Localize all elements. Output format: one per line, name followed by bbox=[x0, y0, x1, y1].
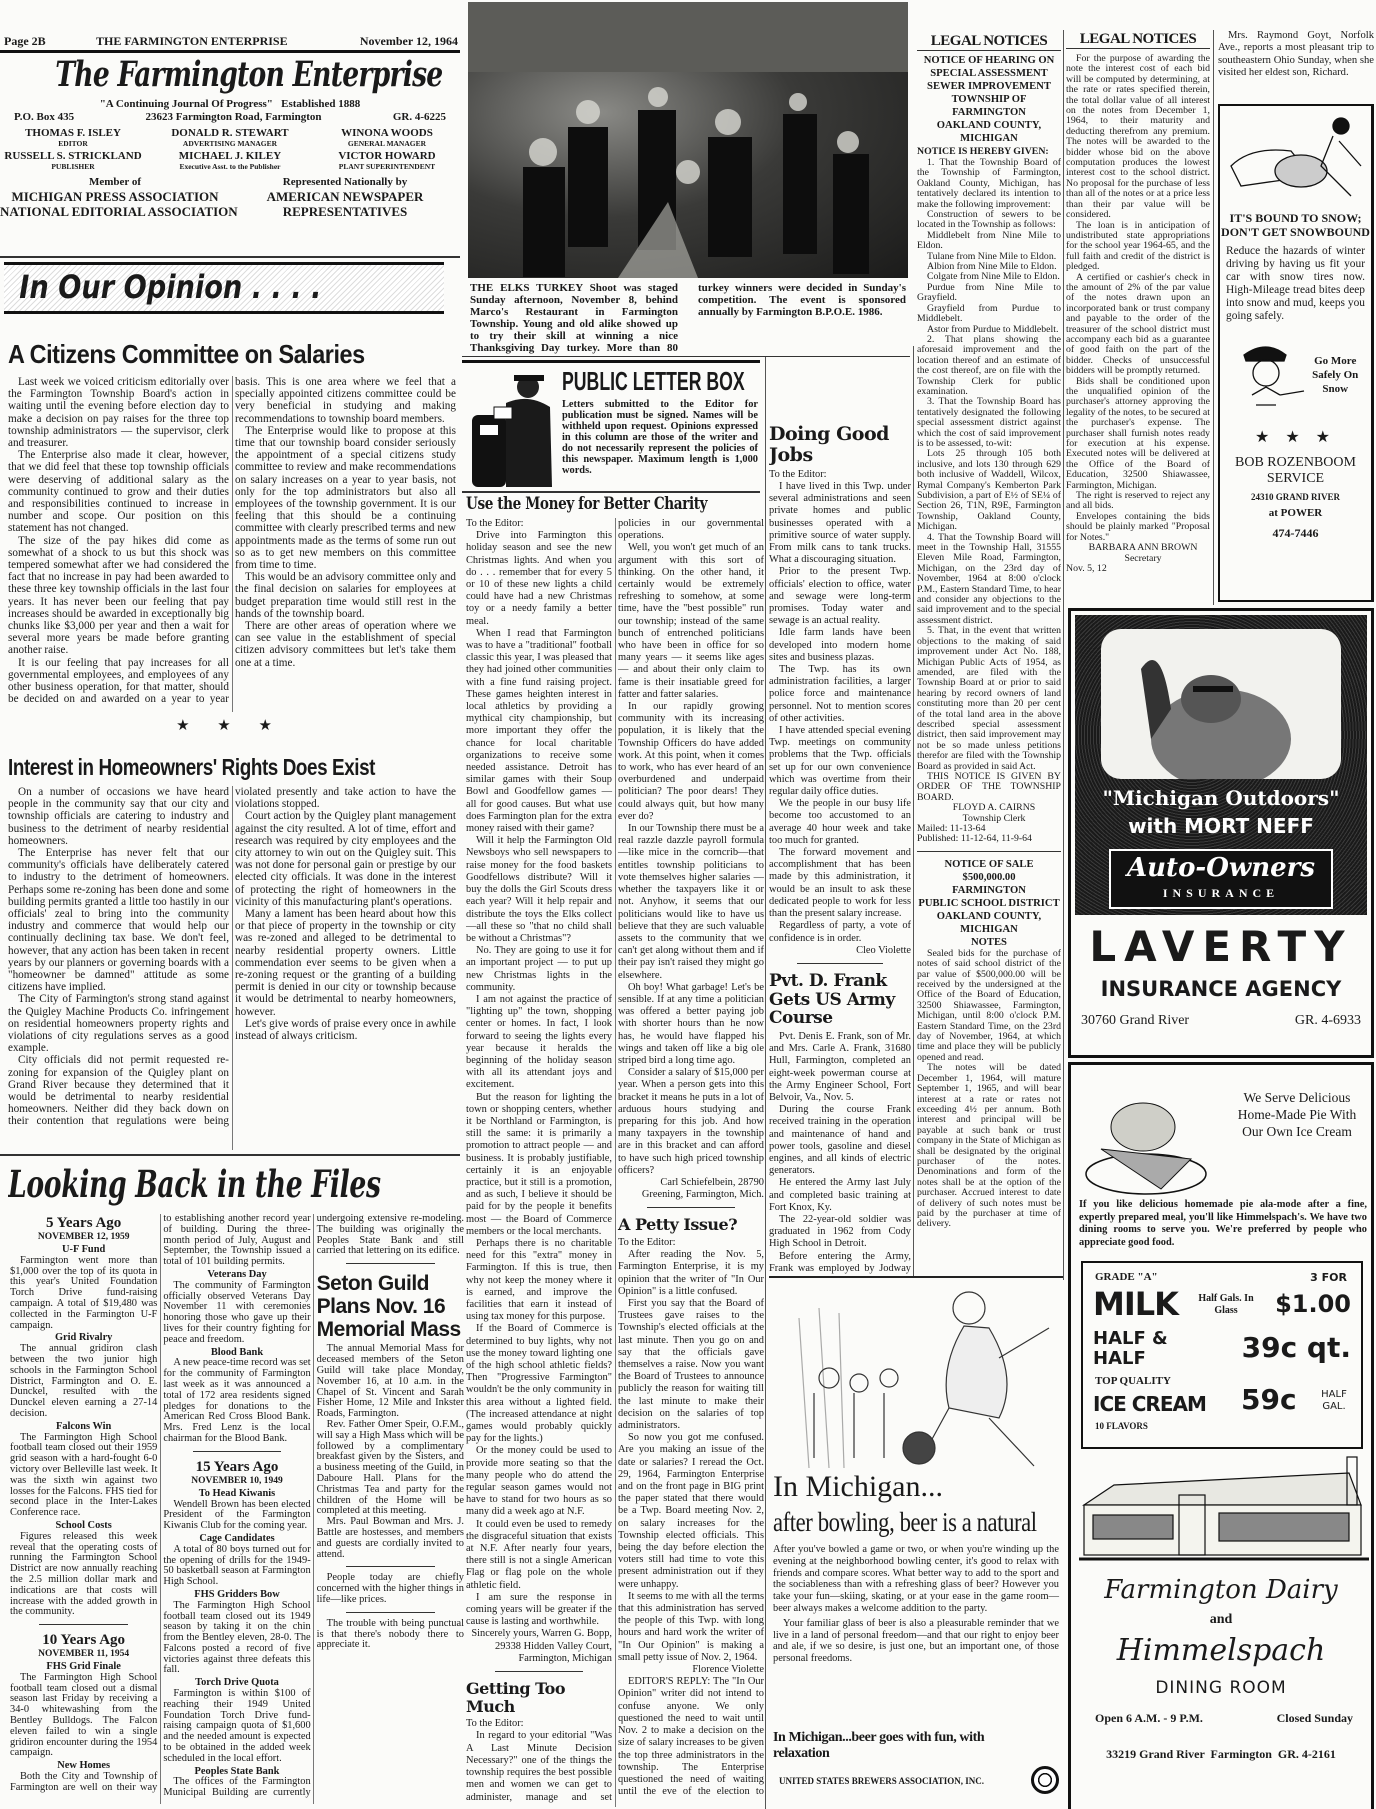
paragraph: But the reason for lighting the town or shopping centers, whether it be Northland or Farmington, is still the same: it is primarily a promotion to attract people — and business. It is probably justifiable, certainly it is an enjoyable practice, but it still is a promotion, and as such, I believe it should be paid for by the people it benefits most — the Board of Commerce members or the local merchants. bbox=[466, 1091, 612, 1237]
letter-headline: Use the Money for Better Charity bbox=[466, 494, 708, 514]
rozenboom-service: SERVICE bbox=[1266, 471, 1325, 486]
filler: The trouble with being punctual is that there's nobody there to appreciate it. bbox=[316, 1617, 464, 1651]
letter-box-title: PUBLIC LETTER BOX bbox=[562, 366, 745, 396]
paragraph: No. They are going to use it for an important project — to put up new Christmas lights in the community. bbox=[466, 945, 612, 993]
item-subhead: FHS Gridders Bow bbox=[194, 1588, 280, 1600]
divider bbox=[495, 1671, 583, 1672]
editorial-body bbox=[8, 786, 456, 1150]
paragraph: Before entering the Army, Frank was employed by Jodway bbox=[769, 1250, 911, 1274]
notice-title: TOWNSHIP OF FARMINGTON bbox=[951, 94, 1027, 118]
item-subhead: Grid Rivalry bbox=[54, 1332, 113, 1344]
paragraph: 2. That plans showing the aforesaid improvement and the location thereof and an estimate of the cost thereof, are on file with the Township Clerk for public examination. bbox=[917, 333, 1061, 397]
notice-mailed: Mailed: 11-13-64 bbox=[917, 823, 986, 834]
snow-headline-1: IT'S BOUND TO SNOW; bbox=[1229, 211, 1362, 225]
paragraph: The right is reserved to reject any and all bids. bbox=[1066, 490, 1210, 512]
notice-signer: BARBARA ANN BROWN bbox=[1088, 542, 1198, 554]
paragraph: Drive into Farmington this holiday season and see the new Christmas lights. And when you do . . . remember that for every 5 or 10 of these new lights a child could have had a new Christmas toy or a needy family a better meal. bbox=[466, 530, 612, 627]
legal-notice-column bbox=[1066, 54, 1210, 599]
paragraph: I am sure the response in coming years will be greater if the cause is lasting and worthwhile. bbox=[466, 1591, 612, 1628]
good-jobs-column bbox=[769, 360, 911, 1275]
milk-price: $1.00 bbox=[1275, 1290, 1351, 1318]
notice-title: OAKLAND COUNTY, bbox=[936, 120, 1042, 131]
paragraph: Lots 25 through 105 both inclusive, and lots 130 through 629 both inclusive of Waddell, Wilcox, Rymal Company's Kemberton Park Subdivision, a part of E½ of SE¼ of Section 26, T1N, R9E, Farmington Township, Oakland County, Michigan. bbox=[917, 448, 1061, 533]
snow-copy: Reduce the hazards of winter driving by having us fit your car with snow tires now. High-Mileage tread bites deep into snow and mud, keeps you going safely. bbox=[1226, 245, 1365, 322]
phone: GR. 4-6225 bbox=[392, 111, 446, 123]
paragraph: Last week we voiced criticism editorially over the Farmington Township Board's action in waiting until the evening before election day to make a decision on pay raises for the three top township administrators — the supervisor, clerk and treasurer. bbox=[8, 376, 229, 450]
himmelspach-copy: If you like delicious homemade pie ala-mode after a fine, expertly prepared meal, you'll like Himmelspach's. We have two dining rooms to serve you. We're preferred by people who appreciate good food. bbox=[1079, 1199, 1367, 1248]
paragraph: I am not against the practice of "lighting up" the town, shopping center or homes. In fact, I look forward to seeing the lights every year because it heralds the beginning of the holiday season with all its attendant joys and excitement. bbox=[466, 993, 612, 1091]
rep-label: Represented Nationally by bbox=[282, 176, 408, 188]
paragraph: Idle farm lands have been developed into modern home sites and business plazas. bbox=[769, 627, 911, 663]
photo-caption: THE ELKS TURKEY Shoot was staged Sunday afternoon, November 8, behind Marco's Restaurant in Farmington Township. Young and old alike showed up to try their skill at winning a nice Thanksgiving Day turkey. More than 80 turkey winners were decided in Sunday's competition. The event is sponsored annually by Farmington B.P.O.E. 1986. bbox=[470, 282, 906, 354]
motto: "A Continuing Journal Of Progress" bbox=[99, 98, 273, 110]
article-headline: Seton Guild Plans Nov. 16 Memorial Mass bbox=[316, 1272, 461, 1342]
notice-title: SEWER IMPROVEMENT bbox=[927, 81, 1051, 92]
himmelspach-address: 33219 Grand River Farmington GR. 4-2161 bbox=[1106, 1747, 1336, 1761]
mort-neff-tagline: with MORT NEFF bbox=[1128, 814, 1314, 838]
michigan-outdoors-tagline: "Michigan Outdoors" bbox=[1102, 786, 1340, 810]
paragraph: The loan is in anticipation of undistributed state appropriations for the school year 1964-65, and the full faith and credit of the district is pledged. bbox=[1066, 219, 1210, 273]
opinion-banner bbox=[4, 262, 444, 314]
staff-entry: THOMAS F. ISLEY EDITOR bbox=[25, 127, 121, 148]
hours: Open 6 A.M. - 9 P.M. bbox=[1095, 1711, 1203, 1725]
staff-entry: WINONA WOODS GENERAL MANAGER bbox=[341, 127, 433, 148]
legal-notices-header: LEGAL NOTICES bbox=[917, 33, 1061, 51]
paragraph: The Enterprise has never felt that our community's officials have deliberately catered to industry to the detriment of homeowners. Perhaps some re-zoning has been done and some building permits granted a little too hastily in our officials' zeal to bring into the community industry and commerce that would help our continually declining tax base. We don't feel, however, that any action has been taken in recent years by our planners or governing boards with a "homeowner be damned" attitude as some citizens have implied. bbox=[8, 847, 229, 994]
masthead bbox=[0, 54, 460, 254]
editorial-body bbox=[8, 376, 456, 712]
filler: People today are chiefly concerned with the higher things in life—like prices. bbox=[316, 1572, 464, 1605]
item-subhead: Peoples State Bank bbox=[194, 1765, 280, 1777]
item-subhead: Torch Drive Quota bbox=[195, 1677, 279, 1689]
milk-label: MILK bbox=[1093, 1285, 1178, 1323]
paragraph: 1. That the Township Board of the Township of Farmington, Oakland County, Michigan, has tentatively declared its intention to make the following improvement: bbox=[917, 157, 1061, 210]
paragraph: It seems to me with all the terms that this administration has served the people of this Twp. with long hours and hard work the writer of "In Our Opinion" is making a small petty issue of Nov. 2, 1964. bbox=[618, 1590, 764, 1663]
divider bbox=[346, 1566, 434, 1567]
paragraph: The Twp. has its own administration facilities, a larger police force and maintenance personnel. Not to mention scores of other activities. bbox=[769, 664, 911, 724]
notice-title: NOTES bbox=[971, 936, 1007, 948]
paragraph: Colgate from Nine Mile to Eldon. bbox=[927, 271, 1060, 283]
signature: Sincerely yours, Warren G. Bopp, 29338 Hidden Valley Court, Farmington, Michigan bbox=[471, 1628, 612, 1664]
paragraph: Or the money could be used to provide more seating so that the many people who do attend the regular season games would not have to stand for two hours as so many did a week ago at N.F. bbox=[466, 1445, 612, 1518]
item-text: Farmington is within $100 of reaching their 1949 United Foundation Torch Drive fund-raising campaign quota of $1,600 and the needed amount is expected to be obtained in the added week scheduled in the local effort. bbox=[163, 1688, 311, 1764]
paragraph: Perhaps there is no charitable need for this "extra" money in Farmington. If this is true, then why not keep the money where it is earned, and improve the facilities that earn it instead of using tax money for this purpose. bbox=[466, 1237, 612, 1323]
paragraph: Pvt. Denis E. Frank, son of Mr. and Mrs. Carle A. Frank, 31680 Hull, Farmington, completed an eight-week powerman course at the Army Engineer School, Fort Belvoir, Va., Nov. 5. bbox=[769, 1030, 911, 1103]
paragraph: When I read that Farmington was to have a "traditional" football classic this year, I was pleased that they had joined other communities with a fine fund raising project. These games heighten interest in local athletics by providing a mythical city championship, but more important they offer the chance for local charitable organizations to receive some needed assistance. Detroit has similar games with their Soup Bowl and Goodfellow games — all for good causes. But what use does Farmington plan for the extra money raised with their game? bbox=[466, 627, 612, 835]
staff-entry: RUSSELL S. STRICKLAND PUBLISHER bbox=[4, 150, 142, 171]
paragraph: Grayfield from Purdue to Middlebelt. bbox=[917, 302, 1061, 325]
laverty-agency: INSURANCE AGENCY bbox=[1100, 977, 1342, 1001]
dining-room-label: DINING ROOM bbox=[1155, 1678, 1287, 1698]
item-text: Figures released this week reveal that the operating costs of running the Farmington School District are now annually reaching the 2.5 million dollar mark and indications are that costs will increase with the added growth in the community. bbox=[10, 1530, 158, 1618]
paragraph: Bids shall be conditioned upon the unqualified opinion of the purchaser's attorney approving the legality of the notes, to be secured at the purchaser's expense. The purchaser shall furnish notes ready for execution at his expense. Executed notes will be delivered at the Office of the Board of Education, 32500 Shiawassee, Farmington, Michigan. bbox=[1066, 375, 1210, 491]
paragraph: During the course Frank received training in the operation and maintenance of hand and power tools, gasoline and diesel engines, and all kinds of electric generators. bbox=[769, 1104, 911, 1177]
rep-name-2: REPRESENTATIVES bbox=[282, 204, 408, 219]
brewers-ad bbox=[769, 1276, 1064, 1809]
divider bbox=[462, 356, 910, 357]
notice-signer: Township Clerk bbox=[962, 812, 1026, 824]
item-subhead: School Costs bbox=[55, 1519, 112, 1531]
stars-divider: ★ ★ ★ bbox=[176, 718, 284, 734]
editorial-headline: Interest in Homeowners' Rights Does Exist bbox=[8, 754, 376, 780]
notice-title: MICHIGAN bbox=[960, 133, 1018, 144]
paragraph: He entered the Army last July and completed basic training at Fort Knox, Ky. bbox=[769, 1177, 911, 1213]
divider bbox=[647, 1207, 735, 1208]
page-header bbox=[0, 30, 460, 52]
salutation: To the Editor: bbox=[466, 1718, 524, 1730]
signature: Florence Violette bbox=[692, 1664, 764, 1676]
paragraph: Regardless of party, a vote of confidence is in order. bbox=[769, 920, 911, 944]
paragraph: Well, you won't get much of an argument with this sort of thinking. On the other hand, it certainly would be extremely refreshing to somehow, at some time, have the "best possible" run our township; instead of the same bunch of entrenched politicians who have been in office for so many years — it seems like ages — and about their only claim to fame is their insatiable greed for fatter and fatter salaries. bbox=[618, 542, 764, 700]
paragraph: After reading the Nov. 5, Farmington Enterprise, it is my opinion that the writer of "In Our Opinion" is a little confused. bbox=[618, 1249, 764, 1297]
dairy-prices-box bbox=[1081, 1261, 1363, 1449]
crowd-image bbox=[468, 2, 908, 278]
paragraph: Purdue from Nine Mile to Grayfield. bbox=[917, 281, 1061, 304]
ice-cream-label: ICE CREAM bbox=[1093, 1392, 1206, 1416]
laverty-insurance-ad bbox=[1068, 608, 1374, 1058]
signature: Carl Schiefelbein, 28790 Greening, Farmington, Mich. bbox=[641, 1176, 764, 1201]
salutation: To the Editor: bbox=[466, 518, 524, 529]
paragraph: I have attended special evening Twp. meetings on community problems that the Twp. officials set up for our own convenience which was overtime from their regular daily office duties. bbox=[769, 725, 911, 798]
divider bbox=[193, 1451, 281, 1452]
item-text: The community of Farmington officially observed Veterans Day November 11 with ceremonies honoring those who gave up their lives for their country fighting for peace and freedom. bbox=[163, 1279, 311, 1345]
ice-cream-price: 59c bbox=[1241, 1383, 1297, 1416]
rozenboom-name: BOB ROZENBOOM bbox=[1235, 455, 1356, 470]
and-label: and bbox=[1209, 1612, 1233, 1627]
paragraph: The 22-year-old soldier was graduated in 1962 from Cody High School in Detroit. bbox=[769, 1214, 911, 1250]
pie-headline: We Serve Delicious Home-Made Pie With Our Own Ice Cream bbox=[1237, 1090, 1357, 1139]
page-number: Page 2B bbox=[4, 34, 46, 48]
auto-owners-logo: Auto-Owners INSURANCE bbox=[1109, 849, 1333, 909]
staff-entry: DONALD R. STEWART ADVERTISING MANAGER bbox=[171, 127, 289, 148]
notice-title: $500,000.00 bbox=[962, 871, 1016, 883]
item-text: Farmington went more than $1,000 over the top of its quota in this year's United Foundation Torch Drive fund-raising campaign. A total of $19,480 was collected in the Farmington U-F campaign. bbox=[10, 1254, 158, 1331]
paragraph: On a number of occasions we have heard people in the community say that our city and township officials are catering to industry and business to the detriment of nearby residential homeowners. bbox=[8, 786, 229, 847]
closed-sunday: Closed Sunday bbox=[1276, 1711, 1353, 1725]
article-headline: Doing Good Jobs bbox=[769, 423, 889, 466]
paragraph: There are other areas of operation where we can see value in the establishment of special citizen advisory committees but let's take them one at a time. bbox=[235, 620, 456, 669]
beer-slogan: In Michigan...beer goes with fun, with relaxation bbox=[773, 1730, 985, 1761]
paragraph: Court action by the Quigley plant management against the city resulted. A lot of time, effort and research was required by city employees and the city attorney to win out on the Quigley suit. This was not done for personal gain or prestige by our elected city officials. It was done in the interest of protecting the right of homeowners in the vicinity of this manufacturing plant's operations. bbox=[235, 810, 456, 908]
established: Established 1888 bbox=[281, 98, 361, 110]
notice-dates: Nov. 5, 12 bbox=[1066, 562, 1107, 574]
social-note: Mrs. Raymond Goyt, Norfolk Ave., reports a most pleasant trip to southeastern Ohio Sunday, when she visited her eldest son, Richard. bbox=[1218, 30, 1374, 79]
item-subhead: Falcons Win bbox=[55, 1420, 112, 1432]
paragraph: It could even be used to remedy the disgraceful situation that exists at N.F. After nearly four years, there still is not a single American Flag or flag pole on the whole athletic field. bbox=[466, 1518, 612, 1591]
rozenboom-phone: 474-7446 bbox=[1272, 526, 1319, 540]
paragraph: The forward movement and accomplishment that has been made by this administration, it would be an insult to ask these dedicated people to work for less than the present salary increase. bbox=[769, 847, 911, 920]
opinion-banner-title: In Our Opinion . . . . bbox=[19, 268, 322, 306]
paragraph: A certified or cashier's check in the amount of 2% of the par value of the notes drawn upon an incorporated bank or trust company and payable to the order of the treasurer of the school district must accompany each bid as a guarantee of good faith on the part of the bidder. Checks of unsuccessful bidders will be promptly returned. bbox=[1066, 271, 1210, 377]
item-subhead: Veterans Day bbox=[207, 1268, 267, 1280]
paragraph: First you say that the Board of Trustees gave raises to the Township's elected officials at the last minute. Then you go on and say that the officials gave themselves a raise. Now you want the Board of Trustees to announce publicly the reason for waiting till the last minute to make their decision on the salaries of top administrators. bbox=[618, 1297, 764, 1432]
rep-name: AMERICAN NEWSPAPER bbox=[266, 189, 424, 204]
paragraph: The notes will be dated December 1, 1964, will mature September 1, 1965, and will bear interest at a rate or rates not exceeding 4½ per annum. Both interest and principal will be payable at such bank or trust company in the State of Michigan as shall be designated by the original purchaser of the notes. Denominations and form of the notes shall be at the option of the purchaser. Accrued interest to date of delivery of such notes must be paid by the purchaser at time of delivery. bbox=[917, 1062, 1061, 1230]
section-date: NOVEMBER 11, 1954 bbox=[38, 1649, 130, 1660]
notice-given: NOTICE IS HEREBY GIVEN: bbox=[917, 146, 1049, 157]
notice-title: OAKLAND COUNTY, bbox=[936, 910, 1042, 922]
bowler-illustration bbox=[769, 1278, 1064, 1468]
item-text: Both the City and Township of Farmington are well on their way to establishing another record year of building. During the three-month period of July, August and September, the Township issued a total of 101 building permits. bbox=[10, 1214, 311, 1793]
paragraph: It is our feeling that pay increases for all governmental employees, and employees of any other business operation, for that matter, should be decided on and awarded on a year to year basis. This is one area where we feel that a specially appointed citizens committee could be very beneficial in studying and making recommendations to township board members. bbox=[8, 376, 456, 706]
article-headline: Getting Too Much bbox=[466, 1679, 566, 1716]
divider bbox=[797, 963, 882, 964]
masthead-logo: The Farmington Enterprise bbox=[55, 54, 443, 95]
letters-columns bbox=[466, 518, 764, 1807]
article-headline: Pvt. D. Frank Gets US Army Course bbox=[769, 970, 895, 1029]
paragraph: Construction of sewers to be located in the Township as follows: bbox=[917, 209, 1061, 231]
item-subhead: New Homes bbox=[57, 1760, 111, 1772]
mailbox-man-icon bbox=[466, 367, 556, 487]
paragraph: Envelopes containing the bids should be plainly marked "Proposal for Notes." bbox=[1066, 510, 1210, 543]
raccoon-illustration bbox=[1101, 629, 1341, 779]
divider bbox=[0, 256, 460, 258]
column-rule bbox=[1213, 30, 1214, 605]
rozenboom-address: 24310 GRAND RIVER bbox=[1250, 492, 1340, 502]
mort-neff-panel bbox=[1075, 615, 1367, 915]
divider bbox=[0, 50, 460, 53]
looking-back-columns bbox=[10, 1214, 464, 1804]
grade-label: GRADE "A" bbox=[1095, 1271, 1158, 1283]
dairy-building-illustration bbox=[1079, 1455, 1369, 1565]
staff-entry: MICHAEL J. KILEY Executive Asst. to the Publisher bbox=[178, 150, 282, 171]
item-text: The annual gridiron clash between the two junior high schools in the Farmington School District, Farmington and O. E. Dunckel, resulted with the Dunckel eleven earning a 27-14 decision. bbox=[10, 1343, 158, 1419]
letter-box-header bbox=[462, 365, 760, 489]
looking-back-headline: Looking Back in the Files bbox=[8, 1162, 381, 1206]
salutation: To the Editor: bbox=[618, 1236, 676, 1248]
paragraph: In our rapidly growing community with its increasing population, it is likely that the Township Officers do have added work. At this point, when it comes to work, who has ever heard of an overburdened and underpaid politician? The poor dears! They could always quit, but how many ever do? bbox=[618, 701, 764, 822]
paragraph: I have lived in this Twp. under several administrations and seen private homes and public businesses operated with a primitive source of water supply. From milk cans to tank trucks. What a discouraging situation. bbox=[769, 480, 911, 566]
tire-changer-illustration bbox=[1221, 106, 1371, 202]
paragraph: Will it help the Farmington Old Newsboys who sell newspapers to raise money for the food baskets Goodfellows distribute? Will it buy the dolls the Girl Scouts dress each year? Will it help repair and distribute the toys the Elks collect—all these so "that no child shall be without a Christmas"? bbox=[466, 835, 612, 944]
paragraph: If the Board of Commerce is determined to buy lights, why not use the money toward lighting one of the high school athletic fields? Then "Progressive Farmington" wouldn't be the only community in this area without a lighted field. (The increased attendance at night games would probably quickly pay for the lights.) bbox=[466, 1323, 612, 1445]
notice-signer-title: Secretary bbox=[1124, 552, 1162, 564]
rozenboom-ad bbox=[1218, 104, 1374, 602]
notice-title: SPECIAL ASSESSMENT bbox=[930, 68, 1048, 79]
paragraph: Consider a salary of $15,000 per year. When a person gets into this bracket it means he puts in a lot of arduous hours studying and preparing for this job. And how many taxpayers in the township are in this bracket and can afford to have such high priced township officers? bbox=[618, 1067, 764, 1176]
laverty-phone: GR. 4-6933 bbox=[1294, 1013, 1361, 1028]
ice-cream-unit: HALF GAL. bbox=[1321, 1389, 1347, 1412]
paragraph: The Enterprise would like to propose at this time that our township board consider seriously the appointment of a special citizens study committee to review and make recommendations on salary increases on a year to year basis, not only for the top administrators but also all employees of the township government. It is our feeling that this should be a continuing committee with clearly prescribed terms and new appointments made as the terms of some run out so as to get new members on this committee from time to time. bbox=[235, 424, 456, 572]
column-rule bbox=[913, 346, 914, 1276]
section-title: 5 Years Ago bbox=[46, 1215, 122, 1231]
brewers-seal-icon bbox=[1031, 1766, 1059, 1794]
divider bbox=[39, 1624, 127, 1625]
legal-notices-header: LEGAL NOTICES bbox=[1066, 31, 1210, 49]
signature: Cleo Violette bbox=[856, 944, 911, 956]
notice-signer: FLOYD A. CAIRNS bbox=[952, 802, 1036, 814]
milk-deal: 3 FOR bbox=[1310, 1271, 1347, 1284]
ice-cream-flavors: 10 FLAVORS bbox=[1095, 1421, 1148, 1431]
paragraph: Let's give words of praise every once in awhile instead of always criticism. bbox=[235, 1017, 456, 1043]
attendant-illustration bbox=[1226, 335, 1305, 415]
half-and-half-label: HALF & HALF bbox=[1093, 1328, 1168, 1369]
paragraph: City officials did not permit requested re-zoning for expansion of the Quigley plant on Grand River because they determined that it would be detrimental to nearby residential homeowners. Neither did they back down on their contention that regulations were being violated presently and take action to have the violations stopped. bbox=[8, 786, 456, 1128]
item-subhead: Cage Candidates bbox=[199, 1532, 275, 1544]
beer-headline-2: after bowling, beer is a natural bbox=[773, 1507, 1037, 1537]
member-label: Member of bbox=[88, 176, 142, 188]
snow-headline-2: DON'T GET SNOWBOUND bbox=[1221, 225, 1370, 239]
paragraph: 3. That the Township Board has tentatively designated the following special assessment district against which the cost of said improvement is to be assessed, to-wit: bbox=[917, 396, 1061, 449]
paragraph: The City of Farmington's strong stand against the Quigley Machine Products Co. infringement on residential homeowners property rights and violations of city regulations serves as a good example. bbox=[8, 993, 229, 1055]
article-headline: A Petty Issue? bbox=[618, 1215, 738, 1235]
paragraph: Sealed bids for the purchase of notes of said school district of the par value of $500,000.00 will be received by the undersigned at the Office of the Board of Education, 32500 Shiawassee, Farmington, Michigan, until 8:00 o'clock P.M. Eastern Standard Time, on the 23rd day of November, 1964, at which time and place they will be publicly opened and read. bbox=[917, 947, 1061, 1063]
himmelspach-ad bbox=[1068, 1062, 1374, 1809]
paragraph: So now you got me confused. Are you making an issue of the date or salaries? I reread the Oct. 29, 1964, Farmington Enterprise and on the front page in BIG print the paper stated that there would be a Twp. Board meeting Nov. 2, on salary increases for the Township elected officials. This being the day before election the voters still had time to vote this present administration out if they were unhappy. bbox=[618, 1432, 764, 1590]
item-subhead: U-F Fund bbox=[62, 1244, 106, 1255]
paragraph: Mrs. Paul Bowman and Mrs. J. Battle are hostesses, and members and guests are cordially invited to attend. bbox=[316, 1516, 464, 1560]
laverty-address: 30760 Grand River bbox=[1081, 1013, 1190, 1028]
farmington-dairy-name: Farmington Dairy bbox=[1104, 1575, 1338, 1605]
notice-title: NOTICE OF SALE bbox=[944, 858, 1034, 870]
paragraph: The Enterprise also made it clear, however, that we did feel that these top township officials were deserving of additional salary as the community continued to grow and their duties and responsibilities continued to increase in number and scope. Our position on this statement has not changed. bbox=[8, 449, 229, 535]
editors-reply: EDITOR'S REPLY: The "In Our Opinion" writer did not intend to confuse anyone. We only questioned the need to wait until Nov. 2 to make a decision on the size of salary increases to be given the top three administrators in the township. The Enterprise questioned the need of waiting until the eve of the election to bbox=[618, 1676, 764, 1798]
divider bbox=[917, 851, 1061, 852]
paper-name: THE FARMINGTON ENTERPRISE bbox=[96, 34, 288, 48]
paragraph: This would be an advisory committee only and the final decision on salaries for employees at budget preparation time would still rest in the hands of the township board. bbox=[235, 571, 456, 620]
paragraph: 4. That the Township Board will meet in the Township Hall, 31555 Eleven Mile Road, Farmington, Michigan, on the 23rd day of November, 1964 at 8:00 o'clock P.M., Eastern Standard Time, to hear and consider any objections to the said improvement and to the special assessment district. bbox=[917, 531, 1061, 626]
divider bbox=[346, 1612, 434, 1613]
go-safely-tag: Go More Safely On Snow bbox=[1312, 355, 1359, 395]
notice-title: MICHIGAN bbox=[960, 923, 1018, 935]
section-title: 10 Years Ago bbox=[42, 1632, 126, 1649]
rozenboom-at: at POWER bbox=[1268, 507, 1323, 519]
paragraph: Albion from Nine Mile to Eldon. bbox=[927, 261, 1057, 273]
item-text: The Farmington High School football team closed out a dismal season last Friday by receiving a 34-0 whitewashing from the Bentley Bulldogs. The Falcon eleven failed to win a single gridiron encounter during the 1954 campaign. bbox=[10, 1671, 158, 1759]
paragraph: Astor from Purdue to Middlebelt. bbox=[927, 323, 1059, 335]
section-date: NOVEMBER 12, 1959 bbox=[37, 1232, 130, 1242]
notice-title: FARMINGTON bbox=[952, 884, 1026, 896]
item-text: A total of 80 boys turned out for the opening of drills for the 1949-50 basketball season at Farmington High School. bbox=[163, 1543, 311, 1588]
paragraph: For the purpose of awarding the note the interest cost of each bid will be computed by determining, at the rate or rates specified therein, the total dollar value of all interest on the notes from December 1, 1964, to their maturity and deducting therefrom any premium. The notes will be awarded to the bidder whose bid on the above computation produces the lowest interest cost to the school district. No proposal for the purchase of less than all of the notes or at a price less than their par value will be considered. bbox=[1066, 54, 1210, 221]
paragraph: The annual Memorial Mass for deceased members of the Seton Guild will take place Monday, November 16, at 10 a.m. in the Chapel of St. Vincent and Sarah Fisher Home, 12 Mile and Inkster Roads, Farmington. bbox=[316, 1343, 464, 1420]
notice-published: Published: 11-12-64, 11-9-64 bbox=[917, 833, 1032, 845]
brewers-association: UNITED STATES BREWERS ASSOCIATION, INC. bbox=[779, 1776, 985, 1786]
editorial-association: NATIONAL EDITORIAL ASSOCIATION bbox=[0, 204, 238, 219]
salutation: To the Editor: bbox=[769, 468, 827, 480]
press-association: MICHIGAN PRESS ASSOCIATION bbox=[11, 189, 219, 204]
address: 23623 Farmington Road, Farmington bbox=[145, 111, 322, 123]
column-rule bbox=[1063, 30, 1064, 1280]
divider bbox=[462, 491, 760, 493]
paragraph: Prior to the present Twp. officials' election to office, water and sewage were long-term promises. Today water and sewage is an actual reality. bbox=[769, 566, 911, 627]
paragraph: Middlebelt from Nine Mile to Eldon. bbox=[917, 229, 1061, 252]
section-title: 15 Years Ago bbox=[195, 1458, 279, 1475]
paragraph: In our Township there must be a real razzle dazzle payroll formula—like mice in the corncrib—that entitles township politicians to vote themselves higher salaries — whether the taxpayers like it or not. Anyhow, it seems that our politicians would like to have us believe that they are such valuable assets to the community that we can't get along without them and if their pay isn't raised they might go elsewhere. bbox=[618, 823, 764, 981]
notice-title: NOTICE OF HEARING ON bbox=[923, 55, 1055, 66]
item-text: Wendell Brown has been elected President of the Farmington Kiwanis Club for the coming year. bbox=[163, 1498, 311, 1532]
laverty-name: LAVERTY bbox=[1089, 922, 1353, 971]
half-and-half-price: 39c qt. bbox=[1241, 1331, 1351, 1364]
item-text: A new peace-time record was set for the community of Farmington last week as it was announced a total of 172 area residents signed pledges for donations to the American Red Cross Blood Bank. Mrs. Fred Lenz is the local chairman for the Blood Bank. bbox=[163, 1357, 311, 1444]
paragraph: Rev. Father Omer Speir, O.F.M., will say a High Mass which will be followed by a complimentary breakfast given by the Sisters, and a business meeting of the Guild, in Daboure Hall. Plans for the Christmas Tea and party for the children of the Home will be completed at this meeting. bbox=[316, 1419, 464, 1517]
paragraph: In regard to your editorial "Was A Last Minute Decision Necessary?" one of the things the township requires the best possible men and women we can get to administer, manage and set policies in our governmental operations. bbox=[466, 518, 764, 1803]
ice-cream-quality: TOP QUALITY bbox=[1095, 1375, 1171, 1387]
paragraph: 5. That, in the event that written objections to the making of said improvement under Act No. 188, Michigan Public Acts of 1954, as amended, are filed with the Township Board at or prior to said hearing by record owners of land constituting more than 20 per cent of the total land area in the above described special assessment district, then said improvement may not be so made unless petitions therefor are filed with the Township Board as provided in said Act. bbox=[917, 625, 1061, 772]
section-date: NOVEMBER 10, 1949 bbox=[191, 1475, 283, 1486]
paragraph: Tulane from Nine Mile to Eldon. bbox=[927, 250, 1057, 262]
beer-copy: After you've bowled a game or two, or when you're winding up the evening at the neighborhood bowling center, it's good to relax with friends and compare scores. What better way to add to the sport and the sociableness than with a refreshing glass of beer? However you take your fun—skiing, skating, or at your ease in the game room—beer always makes a welcome addition to the party. Your familiar glass of beer is also a pleasurable reminder that we live in a land of personal freedom—and that our right to enjoy beer and ale, if we so desire, is just one, but an important one, of those personal freedoms. bbox=[773, 1544, 1059, 1665]
paragraph: Oh boy! What garbage! Let's be sensible. If at any time a politician was offered a better paying job with shorter hours than he now has, he would have flapped his wings and taken off like a big ole striped bird a long time ago. bbox=[618, 981, 764, 1066]
divider bbox=[346, 1263, 434, 1264]
item-text: The Farmington High School football team closed out its 1949 season by taking it on the chin from the Bentley eleven, 28-0. The Falcons posted a record of five victories against three defeats this fall. bbox=[163, 1599, 311, 1676]
stars: ★ ★ ★ bbox=[1254, 429, 1337, 446]
column-rule bbox=[765, 357, 766, 1809]
staff-entry: VICTOR HOWARD PLANT SUPERINTENDENT bbox=[338, 150, 436, 171]
item-subhead: FHS Grid Finale bbox=[46, 1661, 121, 1673]
item-text: The offices of the Farmington Municipal Building are currently undergoing extensive re-modeling. The building was originally the Peoples State Bank and still carried that lettering on its edifice. bbox=[163, 1214, 464, 1799]
paragraph: THIS NOTICE IS GIVEN BY ORDER OF THE TOWNSHIP BOARD. bbox=[917, 770, 1061, 803]
paragraph: Many a lament has been heard about how this or that piece of property in the township or city was re-zoned and alleged to be detrimental to nearby residential property owners. Little commendation ever seems to be given when a re-zoning request or the granting of a building permit is denied in our city or township because it would be detrimental to nearby homeowners, however. bbox=[235, 908, 456, 1018]
item-text: The Farmington High School football team closed out their 1959 grid season with a hard-fought 6-0 victory over Belleville last week. It was the sixth win against two losses for the Falcons. FHS tied for second place in the Inter-Lakes Conference race. bbox=[10, 1431, 158, 1519]
divider bbox=[0, 1154, 460, 1156]
notice-title: PUBLIC SCHOOL DISTRICT bbox=[918, 897, 1060, 909]
item-subhead: Blood Bank bbox=[210, 1346, 264, 1358]
pie-ala-mode-illustration bbox=[1081, 1089, 1211, 1199]
paragraph: We the people in our busy life become too accustomed to an average 40 hour week and take too much for granted. bbox=[769, 798, 911, 846]
legal-notice-column bbox=[917, 54, 1061, 1274]
letter-box-policy: Letters submitted to the Editor for publication must be signed. Names will be withheld upon request. Opinions expressed in this column are those of the writer and do not necessarily represent the policies of this newspaper. Maximum length is 1,000 words. bbox=[562, 399, 758, 476]
beer-headline-1: In Michigan... bbox=[773, 1470, 943, 1503]
milk-size: Half Gals. In Glass bbox=[1198, 1293, 1254, 1316]
issue-date: November 12, 1964 bbox=[359, 34, 458, 48]
paragraph: The size of the pay hikes did come as somewhat of a shock to us but this shock was tempered somewhat after we had considered the fact that no increase in pay had been awarded to these three key township officials in the last four years. It has never been our feeling that pay increases should be awarded in exceptionally big chunks like $3,000 per year and then a wait for several more years be made before granting another raise. bbox=[8, 534, 229, 657]
divider bbox=[462, 360, 760, 363]
editorial-headline: A Citizens Committee on Salaries bbox=[8, 339, 365, 369]
item-subhead: To Head Kiwanis bbox=[198, 1487, 276, 1499]
po-box: P.O. Box 435 bbox=[14, 111, 75, 123]
himmelspach-name: Himmelspach bbox=[1116, 1633, 1326, 1668]
elks-turkey-shoot-photo bbox=[468, 2, 908, 278]
